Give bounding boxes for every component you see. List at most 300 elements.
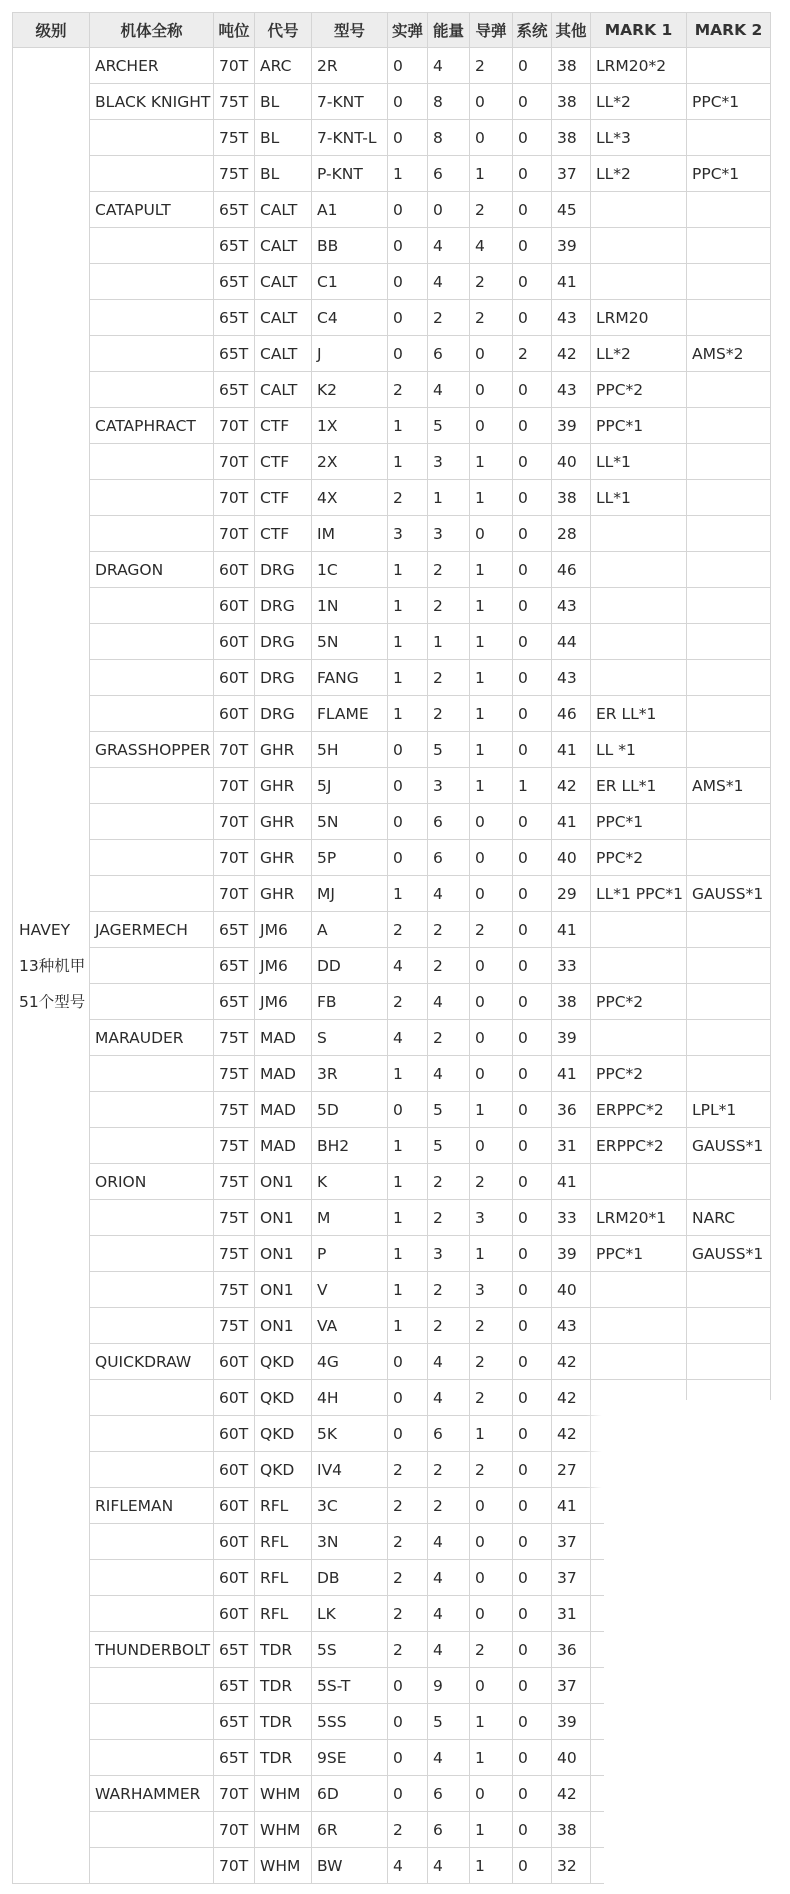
missile-cell: 2 [470,1452,513,1488]
other-cell: 41 [552,912,591,948]
missile-cell: 0 [470,516,513,552]
code-cell: TDR [255,1632,312,1668]
missile-cell: 1 [470,444,513,480]
energy-cell: 3 [428,768,470,804]
ballistic-cell: 0 [388,768,428,804]
code-cell: MAD [255,1128,312,1164]
tonnage-cell: 70T [214,516,255,552]
mark1-cell: LL*2 [591,84,687,120]
missile-cell: 0 [470,840,513,876]
other-cell: 27 [552,1452,591,1488]
code-cell: RFL [255,1560,312,1596]
mark2-cell [687,552,771,588]
other-cell: 43 [552,588,591,624]
other-cell: 39 [552,408,591,444]
model-cell: J [312,336,388,372]
mech-name-cell [90,1740,214,1776]
ballistic-cell: 2 [388,480,428,516]
mark2-cell [687,1848,771,1884]
table-row [13,1236,771,1272]
mech-name-cell: BLACK KNIGHT [90,84,214,120]
model-cell: MJ [312,876,388,912]
system-cell: 2 [513,336,552,372]
mark1-cell [591,588,687,624]
mech-name-cell [90,624,214,660]
model-cell: 1N [312,588,388,624]
mech-name-cell [90,156,214,192]
ballistic-cell: 1 [388,156,428,192]
ballistic-cell: 2 [388,912,428,948]
mark2-cell [687,660,771,696]
other-cell: 45 [552,192,591,228]
system-cell: 0 [513,876,552,912]
mech-name-cell [90,264,214,300]
table-row [13,156,771,192]
code-cell: WHM [255,1812,312,1848]
code-cell: CALT [255,192,312,228]
header-tonnage: 吨位 [214,13,255,48]
other-cell: 31 [552,1128,591,1164]
header-ballistic: 实弹 [388,13,428,48]
mech-name-cell [90,228,214,264]
model-cell: LK [312,1596,388,1632]
table-row [13,1092,771,1128]
other-cell: 37 [552,156,591,192]
system-cell: 0 [513,516,552,552]
ballistic-cell: 0 [388,1704,428,1740]
mark2-cell [687,1416,771,1452]
table-row [13,1128,771,1164]
mark1-cell: PPC*1 [591,804,687,840]
missile-cell: 2 [470,1344,513,1380]
mech-name-cell [90,948,214,984]
table-row [13,984,771,1020]
mark2-cell [687,192,771,228]
mech-name-cell [90,1380,214,1416]
mark1-cell [591,1668,687,1704]
code-cell: ON1 [255,1272,312,1308]
table-row [13,228,771,264]
mech-name-cell [90,696,214,732]
missile-cell: 0 [470,948,513,984]
tonnage-cell: 70T [214,876,255,912]
mark2-cell [687,1812,771,1848]
mark1-cell [591,1344,687,1380]
code-cell: CALT [255,372,312,408]
code-cell: MAD [255,1092,312,1128]
mark2-cell [687,1452,771,1488]
code-cell: CALT [255,336,312,372]
other-cell: 42 [552,1344,591,1380]
tonnage-cell: 70T [214,804,255,840]
energy-cell: 6 [428,804,470,840]
energy-cell: 2 [428,1200,470,1236]
mark1-cell [591,1776,687,1812]
mech-name-cell [90,1812,214,1848]
system-cell: 0 [513,408,552,444]
missile-cell: 2 [470,264,513,300]
mech-name-cell [90,1272,214,1308]
code-cell: QKD [255,1452,312,1488]
mark1-cell [591,1416,687,1452]
mark1-cell: PPC*2 [591,1056,687,1092]
system-cell: 0 [513,984,552,1020]
weight-class-cell [13,48,90,1884]
table-row [13,840,771,876]
table-row [13,1848,771,1884]
ballistic-cell: 2 [388,1560,428,1596]
model-cell: FLAME [312,696,388,732]
mech-table [12,12,771,1884]
other-cell: 46 [552,696,591,732]
tonnage-cell: 65T [214,912,255,948]
missile-cell: 0 [470,984,513,1020]
mark1-cell [591,1632,687,1668]
table-row [13,912,771,948]
model-cell: S [312,1020,388,1056]
ballistic-cell: 0 [388,732,428,768]
mech-name-cell: ORION [90,1164,214,1200]
other-cell: 33 [552,948,591,984]
ballistic-cell: 3 [388,516,428,552]
system-cell: 0 [513,624,552,660]
energy-cell: 6 [428,840,470,876]
table-row [13,624,771,660]
mech-name-cell [90,1236,214,1272]
mech-name-cell [90,300,214,336]
system-cell: 0 [513,696,552,732]
table-row [13,1344,771,1380]
model-cell: 3N [312,1524,388,1560]
mark1-cell [591,1452,687,1488]
ballistic-cell: 1 [388,588,428,624]
other-cell: 40 [552,1740,591,1776]
missile-cell: 1 [470,1740,513,1776]
missile-cell: 0 [470,1776,513,1812]
mech-name-cell: CATAPULT [90,192,214,228]
mark2-cell [687,1164,771,1200]
energy-cell: 2 [428,588,470,624]
system-cell: 1 [513,768,552,804]
system-cell: 0 [513,840,552,876]
table-row [13,1020,771,1056]
code-cell: MAD [255,1020,312,1056]
other-cell: 38 [552,480,591,516]
ballistic-cell: 1 [388,876,428,912]
model-cell: 3R [312,1056,388,1092]
mark1-cell [591,228,687,264]
ballistic-cell: 0 [388,1740,428,1776]
ballistic-cell: 0 [388,192,428,228]
model-cell: A [312,912,388,948]
code-cell: WHM [255,1776,312,1812]
table-row [13,48,771,84]
energy-cell: 8 [428,120,470,156]
other-cell: 42 [552,1380,591,1416]
mark1-cell [591,624,687,660]
model-cell: 5S [312,1632,388,1668]
ballistic-cell: 2 [388,1524,428,1560]
mark1-cell [591,1812,687,1848]
code-cell: QKD [255,1416,312,1452]
mark1-cell [591,1848,687,1884]
code-cell: GHR [255,768,312,804]
other-cell: 36 [552,1092,591,1128]
missile-cell: 0 [470,372,513,408]
code-cell: QKD [255,1380,312,1416]
energy-cell: 2 [428,1308,470,1344]
ballistic-cell: 1 [388,1128,428,1164]
missile-cell: 0 [470,336,513,372]
code-cell: ARC [255,48,312,84]
code-cell: ON1 [255,1236,312,1272]
model-cell: 4X [312,480,388,516]
tonnage-cell: 75T [214,1308,255,1344]
tonnage-cell: 70T [214,1848,255,1884]
mech-name-cell [90,1308,214,1344]
mark1-cell [591,264,687,300]
mark1-cell [591,1704,687,1740]
model-cell: 4G [312,1344,388,1380]
system-cell: 0 [513,84,552,120]
energy-cell: 6 [428,1416,470,1452]
mech-name-cell [90,840,214,876]
header-model: 型号 [312,13,388,48]
mark2-cell: GAUSS*1 [687,1128,771,1164]
code-cell: DRG [255,696,312,732]
system-cell: 0 [513,552,552,588]
energy-cell: 6 [428,1812,470,1848]
table-row [13,84,771,120]
code-cell: QKD [255,1344,312,1380]
tonnage-cell: 70T [214,408,255,444]
ballistic-cell: 2 [388,1488,428,1524]
mark1-cell: PPC*2 [591,984,687,1020]
code-cell: ON1 [255,1308,312,1344]
code-cell: GHR [255,804,312,840]
other-cell: 40 [552,840,591,876]
missile-cell: 2 [470,192,513,228]
mark1-cell: LRM20*2 [591,48,687,84]
energy-cell: 1 [428,480,470,516]
other-cell: 36 [552,1632,591,1668]
model-cell: 6R [312,1812,388,1848]
tonnage-cell: 65T [214,192,255,228]
ballistic-cell: 0 [388,1668,428,1704]
model-cell: VA [312,1308,388,1344]
mark2-cell: GAUSS*1 [687,1236,771,1272]
tonnage-cell: 70T [214,1776,255,1812]
mech-name-cell [90,1524,214,1560]
mark1-cell: LL*1 [591,444,687,480]
code-cell: BL [255,84,312,120]
system-cell: 0 [513,372,552,408]
model-cell: 5P [312,840,388,876]
header-system: 系统 [513,13,552,48]
table-row [13,1776,771,1812]
mark1-cell: LL*2 [591,336,687,372]
other-cell: 28 [552,516,591,552]
other-cell: 38 [552,1812,591,1848]
system-cell: 0 [513,156,552,192]
missile-cell: 1 [470,1704,513,1740]
ballistic-cell: 1 [388,660,428,696]
mark2-cell [687,912,771,948]
system-cell: 0 [513,1416,552,1452]
code-cell: ON1 [255,1164,312,1200]
system-cell: 0 [513,1668,552,1704]
other-cell: 33 [552,1200,591,1236]
mech-name-cell [90,444,214,480]
other-cell: 39 [552,1020,591,1056]
energy-cell: 3 [428,516,470,552]
table-row [13,1740,771,1776]
table-row [13,804,771,840]
tonnage-cell: 75T [214,1128,255,1164]
missile-cell: 1 [470,768,513,804]
ballistic-cell: 1 [388,1164,428,1200]
system-cell: 0 [513,1092,552,1128]
mark2-cell [687,1596,771,1632]
tonnage-cell: 70T [214,840,255,876]
missile-cell: 0 [470,1056,513,1092]
tonnage-cell: 60T [214,1452,255,1488]
mech-name-cell [90,1596,214,1632]
code-cell: CALT [255,264,312,300]
missile-cell: 0 [470,1524,513,1560]
mark2-cell [687,1704,771,1740]
code-cell: DRG [255,660,312,696]
other-cell: 39 [552,1236,591,1272]
mark1-cell [591,948,687,984]
model-cell: V [312,1272,388,1308]
mark2-cell [687,1488,771,1524]
energy-cell: 6 [428,336,470,372]
tonnage-cell: 60T [214,1488,255,1524]
energy-cell: 4 [428,1560,470,1596]
table-row [13,1164,771,1200]
tonnage-cell: 65T [214,1632,255,1668]
mark2-cell [687,624,771,660]
code-cell: GHR [255,876,312,912]
missile-cell: 3 [470,1200,513,1236]
mark2-cell [687,1560,771,1596]
mech-table-container [12,12,770,1884]
missile-cell: 2 [470,1380,513,1416]
other-cell: 41 [552,1488,591,1524]
ballistic-cell: 2 [388,1596,428,1632]
mech-name-cell [90,120,214,156]
mark1-cell [591,192,687,228]
mark2-cell [687,984,771,1020]
mark2-cell [687,1272,771,1308]
mark1-cell: LL*3 [591,120,687,156]
tonnage-cell: 65T [214,948,255,984]
mark2-cell [687,1056,771,1092]
mark2-cell [687,1380,771,1416]
mech-name-cell: ARCHER [90,48,214,84]
system-cell: 0 [513,228,552,264]
other-cell: 42 [552,1776,591,1812]
table-row [13,120,771,156]
mech-name-cell: MARAUDER [90,1020,214,1056]
energy-cell: 5 [428,1704,470,1740]
table-row [13,732,771,768]
header-code: 代号 [255,13,312,48]
system-cell: 0 [513,1488,552,1524]
tonnage-cell: 60T [214,1380,255,1416]
tonnage-cell: 70T [214,48,255,84]
model-cell: 5N [312,804,388,840]
other-cell: 38 [552,120,591,156]
system-cell: 0 [513,120,552,156]
mark2-cell [687,696,771,732]
ballistic-cell: 0 [388,1416,428,1452]
code-cell: BL [255,120,312,156]
weight-class-label: HAVEY [19,920,71,939]
missile-cell: 1 [470,588,513,624]
mark2-cell [687,444,771,480]
system-cell: 0 [513,1128,552,1164]
tonnage-cell: 65T [214,372,255,408]
mark1-cell: LL *1 [591,732,687,768]
ballistic-cell: 0 [388,336,428,372]
tonnage-cell: 60T [214,1560,255,1596]
system-cell: 0 [513,804,552,840]
table-row [13,660,771,696]
mark2-cell [687,588,771,624]
tonnage-cell: 70T [214,768,255,804]
table-row [13,408,771,444]
mech-name-cell: CATAPHRACT [90,408,214,444]
model-cell: A1 [312,192,388,228]
other-cell: 41 [552,732,591,768]
mark1-cell: LL*1 PPC*1 [591,876,687,912]
table-row [13,696,771,732]
mark1-cell [591,1164,687,1200]
table-row [13,1524,771,1560]
other-cell: 39 [552,228,591,264]
code-cell: RFL [255,1488,312,1524]
table-row [13,876,771,912]
mark1-cell [591,516,687,552]
mark2-cell [687,1020,771,1056]
header-mark1: MARK 1 [591,13,687,48]
mech-name-cell [90,1452,214,1488]
other-cell: 46 [552,552,591,588]
missile-cell: 1 [470,1092,513,1128]
table-row [13,1308,771,1344]
missile-cell: 0 [470,876,513,912]
mark2-cell [687,300,771,336]
model-cell: 5H [312,732,388,768]
system-cell: 0 [513,1776,552,1812]
model-cell: DB [312,1560,388,1596]
system-cell: 0 [513,444,552,480]
ballistic-cell: 0 [388,264,428,300]
code-cell: JM6 [255,984,312,1020]
energy-cell: 5 [428,1128,470,1164]
model-cell: DD [312,948,388,984]
tonnage-cell: 65T [214,1668,255,1704]
system-cell: 0 [513,912,552,948]
missile-cell: 0 [470,120,513,156]
system-cell: 0 [513,948,552,984]
tonnage-cell: 75T [214,1200,255,1236]
mark1-cell [591,1272,687,1308]
mark1-cell [591,1524,687,1560]
other-cell: 44 [552,624,591,660]
